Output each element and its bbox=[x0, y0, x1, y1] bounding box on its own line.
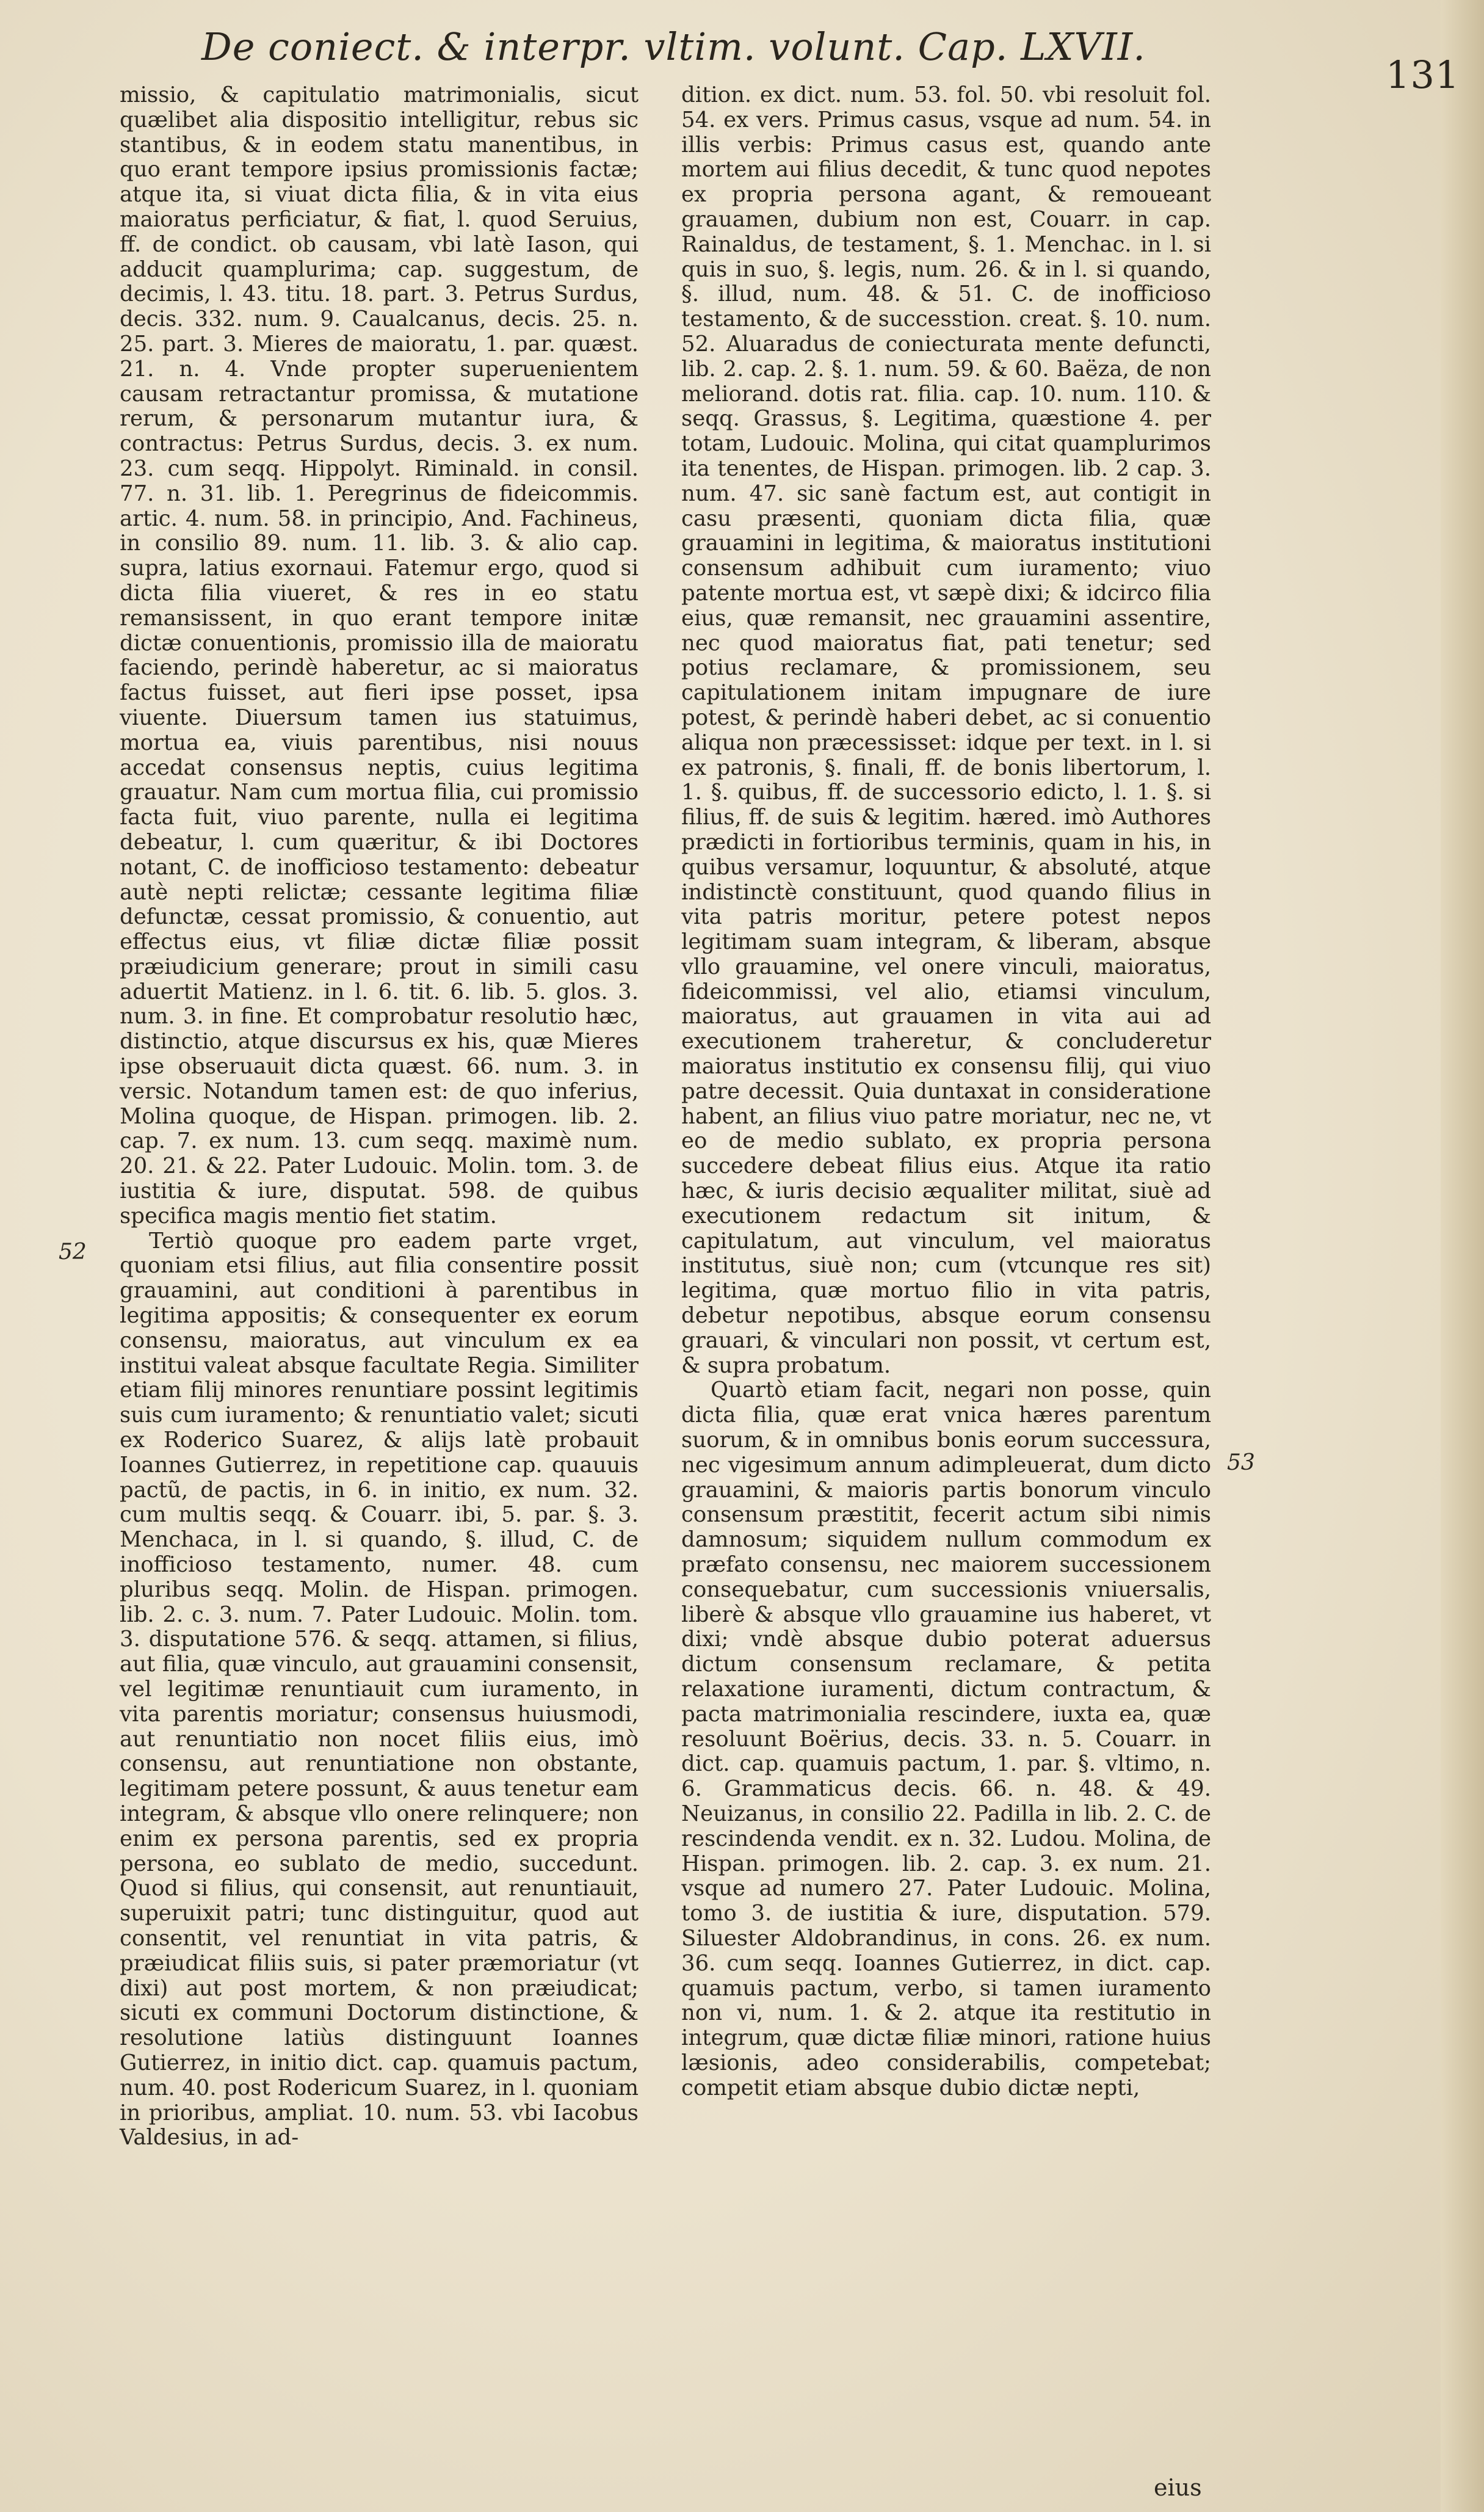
running-header bbox=[201, 24, 1460, 97]
left-column bbox=[120, 83, 639, 2151]
margin-number-right: 53 bbox=[1227, 1450, 1255, 1475]
margin-number-left: 52 bbox=[59, 1240, 87, 1265]
paragraph: missio, & capitulatio matrimonialis, sicut quælibet alia dispositio intelligitur, rebus sic stantibus, & in eodem statu manentibus, in quo erant tempore ipsius promissionis factæ; atque ita, si viuat dicta filia, & in vita eius maioratus perficiatur, & fiat, l. quod Seruius, ff. de condict. ob causam, vbi latè Iason, qui adducit quamplurima; cap. suggestum, de decimis, l. 43. titu. 18. part. 3. Petrus Surdus, decis. 332. num. 9. Caualcanus, decis. 25. n. 25. part. 3. Mieres de maioratu, 1. par. quæst. 21. n. 4. Vnde propter superuenientem causam retractantur promissa, & mutatione rerum, & personarum mutantur iura, & contractus: Petrus Surdus, decis. 3. ex num. 23. cum seqq. Hippolyt. Riminald. in consil. 77. n. 31. lib. 1. Peregrinus de fideicommis. artic. 4. num. 58. in principio, And. Fachineus, in consilio 89. num. 11. lib. 3. & alio cap. supra, latius exornaui. Fatemur ergo, quod si dicta filia viueret, & res in eo statu remansissent, in quo erant tempore initæ dictæ conuentionis, promissio illa de maioratu faciendo, perindè haberetur, ac si maioratus factus fuisset, aut fieri ipse posset, ipsa viuente. Diuersum tamen ius statuimus, mortua ea, viuis parentibus, nisi nouus accedat consensus neptis, cuius legitima grauatur. Nam cum mortua filia, cui promissio facta fuit, viuo parente, nulla ei legitima debeatur, l. cum quæritur, & ibi Doctores notant, C. de inofficioso testamento: debeatur autè nepti relictæ; cessante legitima filiæ defunctæ, cessat promissio, & conuentio, aut effectus eius, vt filiæ dictæ filiæ possit præiudicium generare; prout in simili casu aduertit Matienz. in l. 6. tit. 6. lib. 5. glos. 3. num. 3. in fine. Et comprobatur resolutio hæc, distinctio, atque discursus ex his, quæ Mieres ipse obseruauit dicta quæst. 66. num. 3. in versic. Notandum tamen est: de quo inferius, Molina quoque, de Hispan. primogen. lib. 2. cap. 7. ex num. 13. cum seqq. maximè num. 20. 21. & 22. Pater Ludouic. Molin. tom. 3. de iustitia & iure, disputat. 598. de quibus specifica magis mentio fiet statim. bbox=[120, 82, 639, 1229]
paragraph: dition. ex dict. num. 53. fol. 50. vbi resoluit fol. 54. ex vers. Primus casus, vsque ad num. 54. in illis verbis: Primus casus est, quando ante mortem aui filius decedit, & tunc quod nepotes ex propria persona agant, & remoueant grauamen, dubium non est, Couarr. in cap. Rainaldus, de testament, §. 1. Menchac. in l. si quis in suo, §. legis, num. 26. & in l. si quando, §. illud, num. 48. & 51. C. de inofficioso testamento, & de successtion. creat. §. 10. num. 52. Aluaradus de coniecturata mente defuncti, lib. 2. cap. 2. §. 1. num. 59. & 60. Baëza, de non meliorand. dotis rat. filia. cap. 10. num. 110. & seqq. Grassus, §. Legitima, quæstione 4. per totam, Ludouic. Molina, qui citat quamplurimos ita tenentes, de Hispan. primogen. lib. 2 cap. 3. num. 47. sic sanè factum est, aut contigit in casu præsenti, quoniam dicta filia, quæ grauamini in legitima, & maioratus institutioni consensum adhibuit cum iuramento; viuo patente mortua est, vt sæpè dixi; & idcirco filia eius, quæ remansit, nec grauamini assentire, nec quod maioratus fiat, pati tenetur; sed potius reclamare, & promissionem, seu capitulationem initam impugnare de iure potest, & perindè haberi debet, ac si conuentio aliqua non præcessisset: idque per text. in l. si ex patronis, §. finali, ff. de bonis libertorum, l. 1. §. quibus, ff. de successorio edicto, l. 1. §. si filius, ff. de suis & legitim. hæred. imò Authores prædicti in fortioribus terminis, quam in his, in quibus versamur, loquuntur, & absoluté, atque indistinctè constituunt, quod quando filius in vita patris moritur, petere potest nepos legitimam suam integram, & liberam, absque vllo grauamine, vel onere vinculi, maioratus, fideicommissi, vel alio, etiamsi vinculum, maioratus, aut grauamen in vita aui ad executionem traheretur, & concluderetur maioratus institutio ex consensu filij, qui viuo patre decessit. Quia duntaxat in consideratione habent, an filius viuo patre moriatur, nec ne, vt eo de medio sublato, ex propria persona succedere debeat filius eius. Atque ita ratio hæc, & iuris decisio æqualiter militat, siuè ad executionem redactum sit initum, & capitulatum, aut vinculum, vel maioratus institutus, siuè non; cum (vtcunque res sit) legitima, quæ mortuo filio in vita patris, debetur nepotibus, absque eorum consensu grauari, & vinculari non possit, vt certum est, & supra probatum. bbox=[681, 82, 1211, 1378]
folio-number: 131 bbox=[1386, 53, 1460, 97]
right-column bbox=[681, 83, 1211, 2101]
paragraph: Quartò etiam facit, negari non posse, quin dicta filia, quæ erat vnica hæres parentum suorum, & in omnibus bonis eorum successura, nec vigesimum annum adimpleuerat, dum dicto grauamini, & maioris partis bonorum vinculo consensum præstitit, fecerit actum sibi nimis damnosum; siquidem nullum commodum ex præfato consensu, nec maiorem successionem consequebatur, cum successionis vniuersalis, liberè & absque vllo grauamine ius haberet, vt dixi; vndè absque dubio poterat aduersus dictum consensum reclamare, & petita relaxatione iuramenti, dictum contractum, & pacta matrimonialia rescindere, iuxta ea, quæ resoluunt Boërius, decis. 33. n. 5. Couarr. in dict. cap. quamuis pactum, 1. par. §. vltimo, n. 6. Grammaticus decis. 66. n. 48. & 49. Neuizanus, in consilio 22. Padilla in lib. 2. C. de rescindenda vendit. ex n. 32. Ludou. Molina, de Hispan. primogen. lib. 2. cap. 3. ex num. 21. vsque ad numero 27. Pater Ludouic. Molina, tomo 3. de iustitia & iure, disputation. 579. Siluester Aldobrandinus, in cons. 26. ex num. 36. cum seqq. Ioannes Gutierrez, in dict. cap. quamuis pactum, verbo, si tamen iuramento non vi, num. 1. & 2. atque ita restitutio in integrum, quæ dictæ filiæ minori, ratione huius læsionis, adeo considerabilis, competebat; competit etiam absque dubio dictæ nepti, bbox=[681, 1378, 1211, 2100]
header-title: De coniect. & interpr. vltim. volunt. Cap. LXVII. bbox=[201, 24, 1146, 69]
catchword: eius bbox=[1154, 2474, 1202, 2501]
page-edge bbox=[1441, 0, 1484, 2512]
paragraph: Tertiò quoque pro eadem parte vrget, quoniam etsi filius, aut filia consentire possit grauamini, aut conditioni à parentibus in legitima appositis; & consequenter ex eorum consensu, maioratus, aut vinculum ex ea institui valeat absque facultate Regia. Similiter etiam filij minores renuntiare possint legitimis suis cum iuramento; & renuntiatio valet; sicuti ex Roderico Suarez, & alijs latè probauit Ioannes Gutierrez, in repetitione cap. quauuis pactũ, de pactis, in 6. in initio, ex num. 32. cum multis seqq. & Couarr. ibi, 5. par. §. 3. Menchaca, in l. si quando, §. illud, C. de inofficioso testamento, numer. 48. cum pluribus seqq. Molin. de Hispan. primogen. lib. 2. c. 3. num. 7. Pater Ludouic. Molin. tom. 3. disputatione 576. & seqq. attamen, si filius, aut filia, quæ vinculo, aut grauamini consensit, vel legitimæ renuntiauit cum iuramento, in vita parentis moriatur; consensus huiusmodi, aut renuntiatio non nocet filiis eius, imò consensu, aut renuntiatione non obstante, legitimam petere possunt, & auus tenetur eam integram, & absque vllo onere relinquere; non enim ex persona parentis, sed ex propria persona, eo sublato de medio, succedunt. Quod si filius, qui consensit, aut renuntiauit, superuixit patri; tunc distinguitur, quod aut consentit, vel renuntiat in vita patris, & præiudicat filiis suis, si pater præmoriatur (vt dixi) aut post mortem, & non præiudicat; sicuti ex communi Doctorum distinctione, & resolutione latiùs distinguunt Ioannes Gutierrez, in initio dict. cap. quamuis pactum, num. 40. post Rodericum Suarez, in l. quoniam in prioribus, ampliat. 10. num. 53. vbi Iacobus Valdesius, in ad- bbox=[120, 1228, 639, 2151]
